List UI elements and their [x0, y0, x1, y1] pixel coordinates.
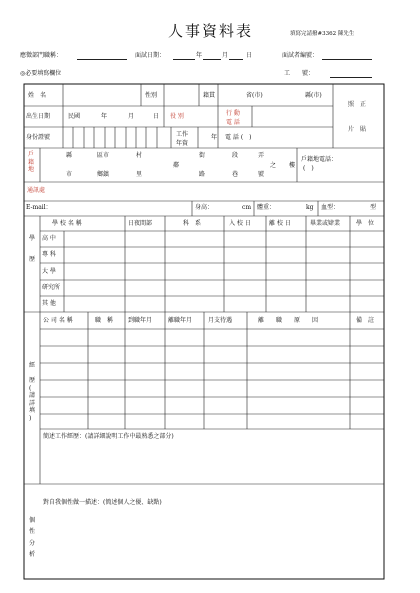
edu-header-daynight: 日夜間部: [128, 220, 153, 227]
exp-header-end: 離職年月: [168, 317, 193, 324]
exp-header-title: 職 稱: [95, 317, 114, 324]
personality-prompt: 對自我個性做一描述：(簡述個人之優、缺點): [43, 499, 162, 506]
household-address-field[interactable]: [41, 149, 296, 181]
phone-label: 電 話 ( ): [225, 134, 252, 141]
blood-unit: 型: [370, 204, 377, 211]
interview-day-label: 日: [246, 52, 253, 59]
birth-day: 日: [153, 113, 160, 120]
edu-level-university: 大 學: [42, 268, 56, 275]
edu-level-college: 專 科: [42, 251, 56, 258]
edu-level-highschool: 高 中: [42, 235, 56, 242]
addr-street: 街: [199, 152, 206, 159]
exp-header-remark: 備 註: [356, 317, 375, 324]
addr-li: 里: [136, 171, 143, 178]
addr-town: 鄉鎮: [97, 171, 110, 178]
addr-section: 段: [232, 152, 239, 159]
military-label: 役 別: [170, 113, 184, 120]
edu-level-other: 其 他: [42, 300, 56, 307]
exp-header-company: 公 司 名 稱: [43, 317, 73, 324]
mailing-label: 通訊處: [27, 187, 46, 194]
household-phone-paren: ( ): [303, 165, 314, 172]
edu-level-graduate: 研究所: [42, 284, 61, 291]
exp-header-start: 到職年月: [128, 317, 153, 324]
household-phone-label: 戶籍地電話：: [301, 156, 338, 163]
county-label: 縣(市): [305, 92, 322, 99]
email-label: E-mail：: [26, 204, 52, 211]
brief-experience-field[interactable]: [41, 444, 383, 483]
birth-month: 月: [128, 113, 135, 120]
birth-era: 民國: [68, 113, 81, 120]
interview-date-label: 面試日期：: [135, 52, 166, 59]
edu-header-leave: 離 校 日: [269, 220, 291, 227]
mobile-label: 行 動 電 話: [226, 110, 240, 126]
exp-header-salary: 月支待遇: [208, 317, 233, 324]
experience-section-label: 經 歷 ( 請 詳 填 ): [29, 362, 36, 422]
seniority-label: 工作 年資: [176, 131, 189, 147]
addr-neighborhood: 鄰: [173, 162, 180, 169]
name-label: 姓 名: [28, 92, 47, 99]
addr-road: 路: [199, 171, 206, 178]
brief-experience-label: 簡述工作經歷：(請詳細說明工作中最熟悉之部分): [43, 433, 174, 440]
native-label: 籍貫: [203, 92, 216, 99]
address-label: 戶 籍 地: [28, 151, 35, 173]
birth-label: 出生日期: [26, 113, 51, 120]
page-title: 人事資料表: [168, 22, 254, 40]
gender-field[interactable]: [165, 85, 198, 105]
seniority-unit: 年: [211, 134, 218, 141]
birth-year: 年: [101, 113, 108, 120]
blood-label: 血型：: [321, 204, 340, 211]
photo-label-1: 照 正: [348, 101, 367, 108]
email-field[interactable]: [60, 202, 191, 215]
education-table-body[interactable]: [65, 232, 383, 311]
personality-section-label: 個 性 分 析: [29, 517, 36, 559]
interview-month-label: 月: [222, 52, 229, 59]
addr-village: 村: [136, 152, 143, 159]
province-label: 省(市): [246, 92, 263, 99]
interviewer-id-label: 面試者編號：: [282, 52, 319, 59]
employee-no-label: 工 號：: [284, 70, 315, 77]
edu-header-graduate: 畢業或肄業: [310, 220, 341, 227]
filler-note: 填寫完請撥#3362 陳先生: [290, 31, 355, 37]
photo-box[interactable]: [334, 85, 383, 147]
addr-city: 縣: [66, 152, 73, 159]
addr-district: 區市: [97, 152, 110, 159]
edu-header-degree: 學 位: [356, 220, 375, 227]
height-unit: cm: [242, 204, 252, 211]
id-label: 身份證號: [26, 134, 51, 141]
name-field[interactable]: [64, 85, 140, 105]
required-note: ◎必要填寫欄位: [20, 70, 62, 77]
interview-year-label: 年: [196, 52, 203, 59]
addr-alley: 巷: [232, 171, 239, 178]
personality-field[interactable]: [41, 510, 383, 578]
gender-label: 性別: [145, 92, 158, 99]
edu-header-school: 學 校 名 稱: [52, 220, 82, 227]
photo-label-2: 片 貼: [348, 126, 367, 133]
dept-label: 應徵部門職稱：: [20, 52, 63, 59]
mailing-field[interactable]: [60, 183, 383, 200]
addr-number: 號: [258, 171, 265, 178]
experience-table-body[interactable]: [41, 330, 383, 428]
weight-unit: kg: [306, 204, 314, 211]
addr-floor: 樓: [289, 162, 296, 169]
addr-city2: 市: [66, 171, 73, 178]
mobile-field[interactable]: [253, 107, 332, 126]
exp-header-reason: 離 職 原 因: [258, 317, 319, 324]
height-label: 身高：: [195, 204, 214, 211]
education-section-label: 學 歷: [29, 235, 36, 263]
addr-lane: 弄: [258, 152, 265, 159]
edu-header-dept: 科 系: [183, 220, 202, 227]
edu-header-entry: 入 校 日: [229, 220, 251, 227]
weight-label: 體重：: [257, 204, 276, 211]
addr-of: 之: [270, 162, 277, 169]
